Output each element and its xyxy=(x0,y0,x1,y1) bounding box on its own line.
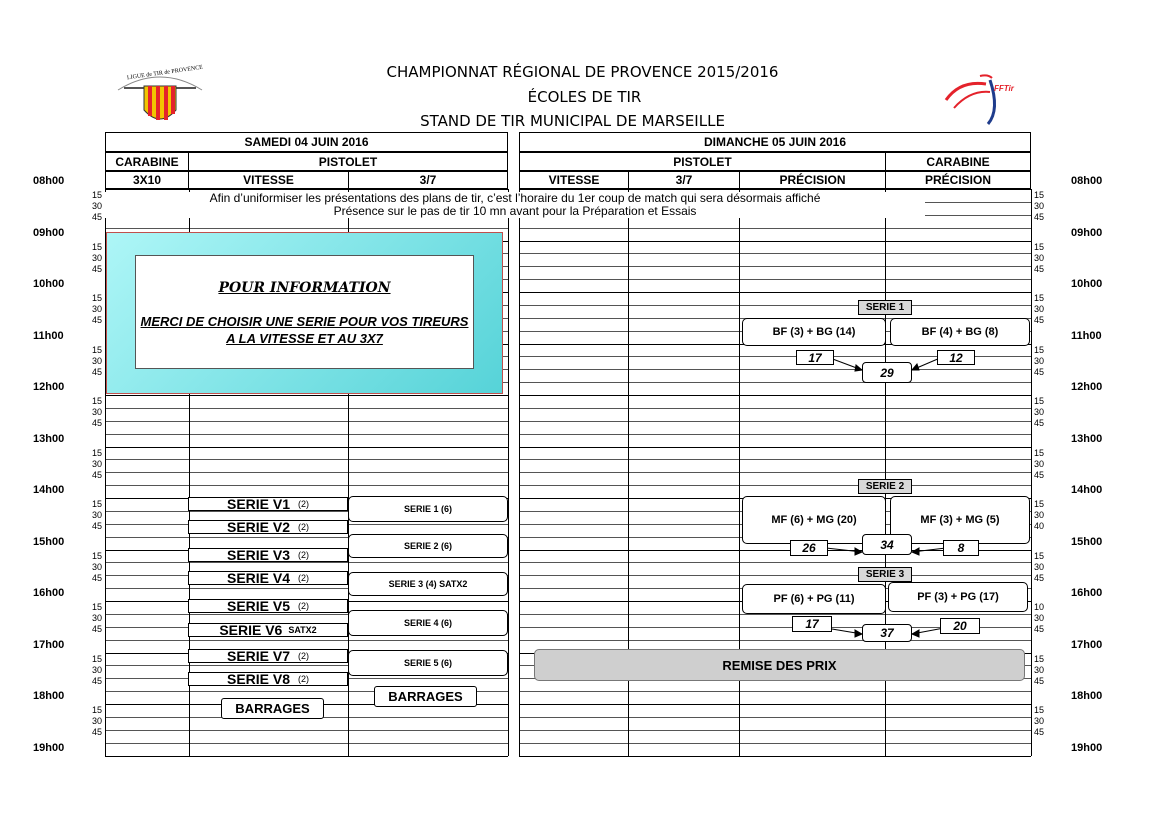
serie-v7-count: (2) xyxy=(298,651,310,661)
saturday-col-37: 3/7 xyxy=(348,171,508,189)
sunday-serie-3-score-right: 20 xyxy=(940,618,980,634)
minute-label-right: 30 xyxy=(1034,201,1045,211)
minute-label-right: 15 xyxy=(1034,190,1045,200)
sunday-serie-1-score-left: 17 xyxy=(796,350,834,365)
serie-37-5: SERIE 5 (6) xyxy=(348,650,508,676)
serie-v6-count: SATX2 xyxy=(288,625,317,635)
title-ecoles: ÉCOLES DE TIR xyxy=(527,88,642,106)
sunday-serie-1-right: BF (4) + BG (8) xyxy=(890,318,1030,346)
hour-label-left: 10h00 xyxy=(33,278,65,290)
serie-v8-label: SERIE V8 xyxy=(226,671,291,687)
fftir-logo-text: FFTir xyxy=(994,84,1014,93)
saturday-date-header: SAMEDI 04 JUIN 2016 xyxy=(105,132,508,152)
hour-label-right: 12h00 xyxy=(1071,381,1103,393)
minute-label-left: 45 xyxy=(92,469,103,480)
minute-label-left: 45 xyxy=(92,418,103,428)
hour-label-right: 13h00 xyxy=(1071,432,1103,445)
serie-v6-label: SERIE V6 xyxy=(219,622,283,638)
minute-label-left: 45 xyxy=(92,727,103,737)
minute-label-right: 30 xyxy=(1034,252,1045,263)
note-line-2: Présence sur le pas de tir 10 mn avant pour la Préparation et Essais xyxy=(333,204,697,218)
title-championship: CHAMPIONNAT RÉGIONAL DE PROVENCE 2015/2016 xyxy=(386,63,779,81)
minute-label-left: 30 xyxy=(92,201,103,211)
minute-label-left: 30 xyxy=(92,355,103,366)
hour-label-right: 08h00 xyxy=(1071,175,1103,187)
minute-label-left: 45 xyxy=(92,624,103,634)
minute-label-right: 45 xyxy=(1034,675,1045,686)
minute-label-right: 15 xyxy=(1034,550,1045,561)
minute-label-right: 30 xyxy=(1034,716,1045,726)
minute-label-right: 15 xyxy=(1034,447,1045,458)
sunday-serie-1-score-right: 12 xyxy=(937,350,975,365)
hour-label-left: 19h00 xyxy=(33,741,65,754)
minute-label-left: 30 xyxy=(92,716,103,726)
hour-label-right: 11h00 xyxy=(1071,329,1102,342)
hour-label-left: 17h00 xyxy=(33,638,65,651)
minute-label-right: 30 xyxy=(1034,561,1045,572)
sunday-serie-2-score-left: 26 xyxy=(790,540,828,556)
sunday-serie-1-total: 29 xyxy=(862,362,912,383)
hour-label-left: 14h00 xyxy=(33,484,65,496)
sunday-serie-3-tag: SERIE 3 xyxy=(858,567,912,582)
minute-label-right: 30 xyxy=(1034,355,1045,366)
minute-label-left: 30 xyxy=(92,252,103,263)
information-line-2: A LA VITESSE ET AU 3X7 xyxy=(226,331,383,346)
minute-label-right: 30 xyxy=(1034,458,1045,469)
minute-label-left: 30 xyxy=(92,664,103,675)
minute-label-left: 15 xyxy=(92,344,103,355)
hour-label-right: 16h00 xyxy=(1071,587,1103,599)
saturday-carabine-header: CARABINE xyxy=(105,152,189,171)
minute-label-right: 30 xyxy=(1034,510,1045,520)
serie-v4-count: (2) xyxy=(298,573,310,583)
title-stand: STAND DE TIR MUNICIPAL DE MARSEILLE xyxy=(420,112,725,130)
sunday-col-vitesse: VITESSE xyxy=(519,171,629,189)
sunday-serie-3-left: PF (6) + PG (11) xyxy=(742,584,886,614)
hour-label-right: 19h00 xyxy=(1071,741,1103,754)
serie-37-2: SERIE 2 (6) xyxy=(348,534,508,558)
sunday-serie-2-left: MF (6) + MG (20) xyxy=(742,496,886,544)
hour-label-left: 16h00 xyxy=(33,587,65,599)
minute-label-left: 15 xyxy=(92,190,103,200)
hour-label-right: 14h00 xyxy=(1071,484,1103,496)
ligue-logo-text: LIGUE de TIR de PROVENCE xyxy=(126,64,204,82)
minute-label-left: 15 xyxy=(92,396,103,406)
minute-label-left: 15 xyxy=(92,550,103,561)
sunday-serie-2-score-right: 8 xyxy=(943,540,979,556)
sunday-serie-2-tag: SERIE 2 xyxy=(858,479,912,494)
serie-37-3: SERIE 3 (4) SATX2 xyxy=(348,572,508,596)
minute-label-left: 15 xyxy=(92,447,103,458)
minute-label-left: 30 xyxy=(92,613,103,623)
serie-v1-count: (2) xyxy=(298,499,310,509)
minute-label-left: 30 xyxy=(92,304,103,314)
hour-label-right: 17h00 xyxy=(1071,638,1103,651)
sunday-col-precision-carabine: PRÉCISION xyxy=(885,171,1031,189)
hour-label-left: 11h00 xyxy=(33,329,64,342)
minute-label-left: 45 xyxy=(92,521,103,531)
minute-label-right: 15 xyxy=(1034,344,1045,355)
sunday-serie-3-score-left: 17 xyxy=(792,616,832,632)
minute-label-right: 15 xyxy=(1034,241,1045,252)
sunday-serie-2-right: MF (3) + MG (5) xyxy=(890,496,1030,544)
sunday-date-header: DIMANCHE 05 JUIN 2016 xyxy=(519,132,1031,152)
minute-label-left: 15 xyxy=(92,499,103,509)
serie-v3-label: SERIE V3 xyxy=(226,547,291,563)
minute-label-right: 40 xyxy=(1034,521,1045,531)
minute-label-left: 45 xyxy=(92,675,103,686)
saturday-col-vitesse: VITESSE xyxy=(188,171,349,189)
minute-label-right: 45 xyxy=(1034,315,1045,325)
minute-label-right: 15 xyxy=(1034,499,1045,509)
hour-label-left: 15h00 xyxy=(33,535,65,548)
serie-v2-count: (2) xyxy=(298,522,310,532)
minute-label-right: 10 xyxy=(1034,602,1045,612)
serie-v5-count: (2) xyxy=(298,601,310,611)
minute-label-right: 45 xyxy=(1034,418,1045,428)
information-line-1: MERCI DE CHOISIR UNE SERIE POUR VOS TIREURS xyxy=(140,314,469,329)
hour-label-right: 18h00 xyxy=(1071,690,1103,702)
barrages-37: BARRAGES xyxy=(374,686,477,707)
sunday-serie-2-total: 34 xyxy=(862,534,912,555)
hour-label-right: 15h00 xyxy=(1071,535,1103,548)
minute-label-left: 15 xyxy=(92,241,103,252)
sunday-serie-3-total: 37 xyxy=(862,624,912,642)
minute-label-left: 15 xyxy=(92,293,103,303)
serie-v4-label: SERIE V4 xyxy=(226,570,291,586)
serie-37-4: SERIE 4 (6) xyxy=(348,610,508,636)
minute-label-left: 30 xyxy=(92,407,103,417)
remise-des-prix: REMISE DES PRIX xyxy=(534,649,1025,681)
minute-label-right: 15 xyxy=(1034,396,1045,406)
minute-label-left: 30 xyxy=(92,561,103,572)
sunday-pistolet-header: PISTOLET xyxy=(519,152,886,171)
minute-label-left: 30 xyxy=(92,458,103,469)
saturday-pistolet-header: PISTOLET xyxy=(188,152,508,171)
minute-label-right: 30 xyxy=(1034,304,1045,314)
minute-label-right: 15 xyxy=(1034,293,1045,303)
minute-label-left: 45 xyxy=(92,366,103,377)
saturday-col-3x10: 3X10 xyxy=(105,171,189,189)
minute-label-left: 45 xyxy=(92,315,103,325)
sunday-serie-1-tag: SERIE 1 xyxy=(858,300,912,315)
hour-label-right: 09h00 xyxy=(1071,226,1103,239)
sunday-serie-3-right: PF (3) + PG (17) xyxy=(888,582,1028,612)
minute-label-right: 45 xyxy=(1034,469,1045,480)
sunday-serie-1-left: BF (3) + BG (14) xyxy=(742,318,886,346)
sunday-col-precision-pistolet: PRÉCISION xyxy=(739,171,886,189)
minute-label-right: 30 xyxy=(1034,407,1045,417)
barrages-vitesse: BARRAGES xyxy=(221,698,324,719)
minute-label-right: 45 xyxy=(1034,263,1045,274)
hour-label-left: 08h00 xyxy=(33,175,65,187)
serie-v5-label: SERIE V5 xyxy=(226,598,291,614)
minute-label-right: 45 xyxy=(1034,572,1045,583)
minute-label-right: 45 xyxy=(1034,727,1045,737)
minute-label-right: 45 xyxy=(1034,212,1045,222)
note-line-1: Afin d’uniformiser les présentations des plans de tir, c’est l’horaire du 1er coup de match qui sera désormais affiché xyxy=(209,191,821,205)
information-title: POUR INFORMATION xyxy=(218,280,391,296)
sunday-carabine-header: CARABINE xyxy=(885,152,1031,171)
minute-label-left: 45 xyxy=(92,212,103,222)
sunday-col-37: 3/7 xyxy=(628,171,740,189)
minute-label-right: 15 xyxy=(1034,653,1045,664)
minute-label-left: 15 xyxy=(92,705,103,715)
minute-label-right: 45 xyxy=(1034,624,1045,634)
minute-label-right: 30 xyxy=(1034,664,1045,675)
serie-v2-label: SERIE V2 xyxy=(226,519,291,535)
serie-v1-label: SERIE V1 xyxy=(226,496,291,512)
minute-label-left: 15 xyxy=(92,653,103,664)
minute-label-right: 45 xyxy=(1034,366,1045,377)
serie-37-1: SERIE 1 (6) xyxy=(348,496,508,522)
serie-v3-count: (2) xyxy=(298,550,310,560)
minute-label-right: 30 xyxy=(1034,613,1045,623)
hour-label-left: 12h00 xyxy=(33,381,65,393)
minute-label-left: 30 xyxy=(92,510,103,520)
serie-v7-label: SERIE V7 xyxy=(226,648,291,664)
hour-label-right: 10h00 xyxy=(1071,278,1103,290)
serie-v8-count: (2) xyxy=(298,674,310,684)
minute-label-left: 45 xyxy=(92,572,103,583)
hour-label-left: 18h00 xyxy=(33,690,65,702)
hour-label-left: 13h00 xyxy=(33,432,65,445)
minute-label-right: 15 xyxy=(1034,705,1045,715)
minute-label-left: 15 xyxy=(92,602,103,612)
minute-label-left: 45 xyxy=(92,263,103,274)
hour-label-left: 09h00 xyxy=(33,226,65,239)
